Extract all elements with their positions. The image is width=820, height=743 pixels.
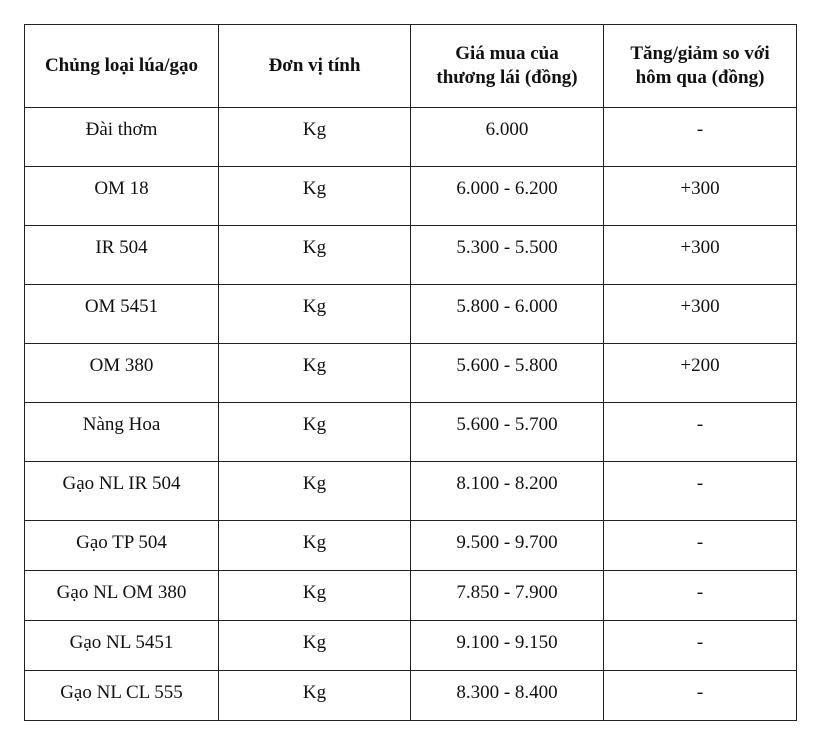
cell-rice-type: Gạo NL OM 380	[25, 571, 219, 621]
header-unit: Đơn vị tính	[219, 25, 411, 108]
table-row	[25, 671, 797, 721]
header-row	[25, 25, 797, 108]
cell-rice-type: Gạo NL 5451	[25, 621, 219, 671]
cell-price: 5.800 - 6.000	[411, 285, 604, 344]
cell-rice-type: Đài thơm	[25, 108, 219, 167]
cell-price: 7.850 - 7.900	[411, 571, 604, 621]
table-row	[25, 285, 797, 344]
cell-unit: Kg	[219, 462, 411, 521]
table-row	[25, 621, 797, 671]
table-row	[25, 403, 797, 462]
cell-rice-type: OM 380	[25, 344, 219, 403]
cell-unit: Kg	[219, 108, 411, 167]
cell-price: 5.600 - 5.700	[411, 403, 604, 462]
cell-rice-type: Nàng Hoa	[25, 403, 219, 462]
table-row	[25, 344, 797, 403]
cell-change: -	[604, 403, 797, 462]
cell-change: -	[604, 571, 797, 621]
cell-rice-type: OM 18	[25, 167, 219, 226]
header-change: Tăng/giảm so với hôm qua (đồng)	[604, 25, 797, 108]
cell-unit: Kg	[219, 285, 411, 344]
cell-price: 8.100 - 8.200	[411, 462, 604, 521]
cell-change: -	[604, 671, 797, 721]
cell-unit: Kg	[219, 671, 411, 721]
cell-rice-type: Gạo NL IR 504	[25, 462, 219, 521]
cell-price: 5.600 - 5.800	[411, 344, 604, 403]
table-row	[25, 521, 797, 571]
table-row	[25, 462, 797, 521]
cell-price: 5.300 - 5.500	[411, 226, 604, 285]
cell-change: -	[604, 521, 797, 571]
cell-unit: Kg	[219, 403, 411, 462]
table-row	[25, 108, 797, 167]
table-header	[25, 25, 797, 108]
cell-change: +300	[604, 285, 797, 344]
cell-change: +200	[604, 344, 797, 403]
cell-change: +300	[604, 226, 797, 285]
table-body	[25, 108, 797, 721]
cell-price: 6.000	[411, 108, 604, 167]
cell-price: 8.300 - 8.400	[411, 671, 604, 721]
cell-change: -	[604, 621, 797, 671]
cell-change: -	[604, 462, 797, 521]
table-row	[25, 167, 797, 226]
header-trader-price: Giá mua của thương lái (đồng)	[411, 25, 604, 108]
cell-rice-type: IR 504	[25, 226, 219, 285]
cell-rice-type: Gạo NL CL 555	[25, 671, 219, 721]
header-rice-type: Chủng loại lúa/gạo	[25, 25, 219, 108]
cell-change: +300	[604, 167, 797, 226]
cell-change: -	[604, 108, 797, 167]
cell-unit: Kg	[219, 167, 411, 226]
cell-unit: Kg	[219, 621, 411, 671]
cell-rice-type: Gạo TP 504	[25, 521, 219, 571]
rice-price-table	[24, 24, 797, 721]
cell-price: 9.100 - 9.150	[411, 621, 604, 671]
cell-price: 9.500 - 9.700	[411, 521, 604, 571]
table-row	[25, 571, 797, 621]
cell-price: 6.000 - 6.200	[411, 167, 604, 226]
table-row	[25, 226, 797, 285]
cell-unit: Kg	[219, 521, 411, 571]
cell-unit: Kg	[219, 344, 411, 403]
cell-rice-type: OM 5451	[25, 285, 219, 344]
cell-unit: Kg	[219, 571, 411, 621]
cell-unit: Kg	[219, 226, 411, 285]
